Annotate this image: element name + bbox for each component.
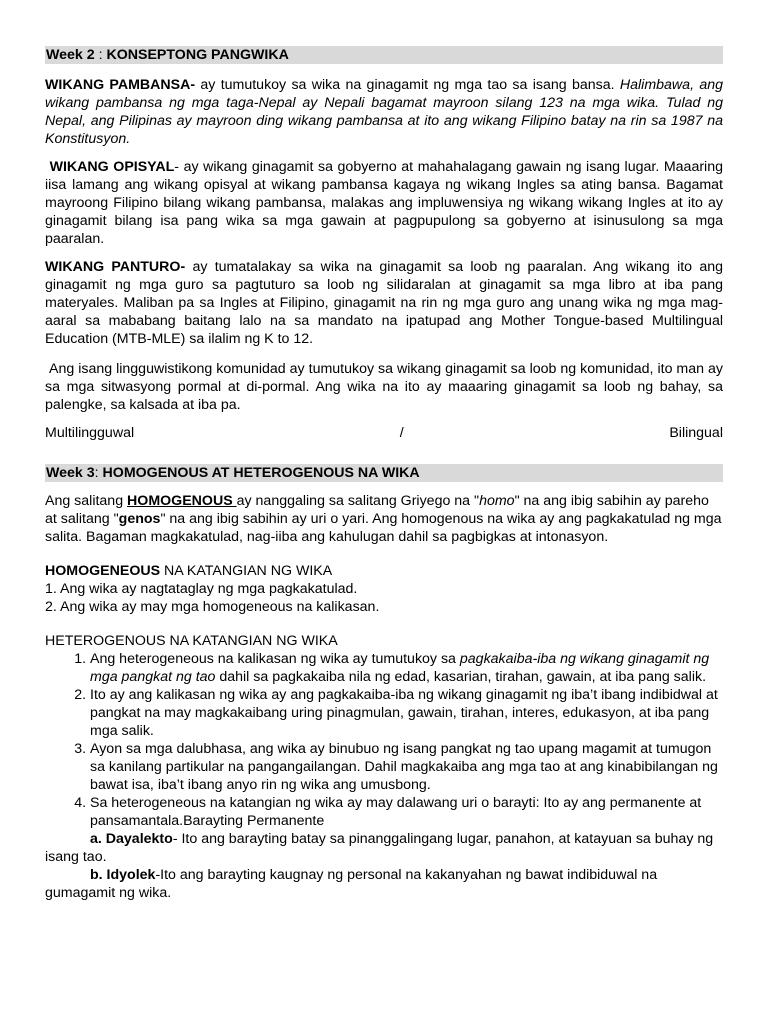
homogeneous-item-1: 1. Ang wika ay nagtataglay ng mga pagkakatulad. <box>45 581 358 597</box>
intro-text-4: " na ang ibig sabihin ay uri o yari. Ang homogenous na wika ay ang pagkakatulad ng mga salita. Bagaman magkakatulad, nag-iiba ang kahulugan dahil sa pagbigkas at intonasyon. <box>45 511 722 545</box>
text-dayalekto: - Ito ang barayting batay sa pinanggalingang lugar, panahon, at katayuan sa buhay ng isang tao. <box>45 831 714 865</box>
intro-term-homogenous: HOMOGENOUS <box>127 493 237 509</box>
label-slash: / <box>399 425 404 441</box>
week2-header-sep: : <box>94 47 107 63</box>
homogeneous-heading-rest: NA KATANGIAN NG WIKA <box>160 563 333 579</box>
label-multilingguwal: Multilingguwal <box>45 425 135 441</box>
hetero-item1-italic: pagkakaiba-iba ng wikang ginagamit ng mga pangkat ng tao <box>90 651 710 685</box>
intro-text-1: Ang salitang <box>45 493 128 509</box>
intro-term-homo: homo <box>479 493 515 509</box>
paragraph-homogenous-intro <box>45 492 723 546</box>
text-idyolek: -Ito ang barayting kaugnay ng personal na kakanyahan ng bawat indibiduwal na gumagamit ng wika. <box>45 867 658 901</box>
week3-header-number: Week 3 <box>46 465 95 481</box>
text-wikang-pambansa: ay tumutukoy sa wika na ginagamit ng mga tao sa isang bansa. <box>195 77 620 93</box>
intro-text-3: " na ang ibig sabihin ay pareho at salitang " <box>45 493 709 527</box>
text-wikang-panturo: ay tumatalakay sa wika na ginagamit sa loob ng paaralan. Ang wikang ito ang ginagamit ng mga guro sa pagtuturo sa loob ng silidaralan at ginagamit sa mga libro at iba pang materyales. Maliban pa sa Ingles at Filipino, ginagamit na rin ng mga guro ang unang wika ng mga mag-aaral sa mababang baitang lalo na sa mandato na ipatupad ang Mother Tongue-based Multilingual Education (MTB-MLE) sa ilalim ng K to 12. <box>45 259 723 347</box>
paragraph-idyolek <box>45 866 723 902</box>
document-content <box>45 46 723 902</box>
paragraph-wikang-opisyal <box>45 158 723 248</box>
heterogenous-item-1 <box>90 650 723 686</box>
week3-header <box>45 464 723 482</box>
heterogenous-item-4: 4. Sa heterogeneous na katangian ng wika ay may dalawang uri o barayti: Ito ay ang permanente at pansamantala.Barayting Permanente <box>90 794 723 830</box>
multilingual-bilingual-row <box>45 424 723 442</box>
week3-header-title: HOMOGENOUS AT HETEROGENOUS NA WIKA <box>102 465 420 481</box>
example-wikang-pambansa: Halimbawa, ang wikang pambansa ng mga taga-Nepal ay Nepali bagamat mayroon silang 123 na mga wika. Tulad ng Nepal, ang Pilipinas ay mayroon ding wikang pambansa at ito ang wikang Filipino batay na rin sa 1987 na Konstitusyon. <box>45 77 723 147</box>
intro-term-genos: genos <box>118 511 161 527</box>
text-komunidad: Ang isang lingguwistikong komunidad ay tumutukoy sa wikang ginagamit sa loob ng komunidad, ito man ay sa mga sitwasyong pormal at di-pormal. Ang wika na ito ay maaaring ginagamit sa loob ng bahay, sa palengke, sa kalsada at iba pa. <box>45 361 723 413</box>
heterogenous-item-3: 3. Ayon sa mga dalubhasa, ang wika ay binubuo ng isang pangkat ng tao upang magamit at tumugon sa kanilang partikular na pangangailangan. Dahil magkakaiba ang mga tao at ang kinabibilangan ng bawat isa, iba’t ibang anyo rin ng wika ang umusbong. <box>90 740 723 794</box>
term-idyolek: b. Idyolek <box>90 867 156 883</box>
week2-header <box>45 46 723 64</box>
homogeneous-item-2: 2. Ang wika ay may mga homogeneous na kalikasan. <box>45 599 380 615</box>
paragraph-dayalekto <box>45 830 723 866</box>
term-dayalekto: a. Dayalekto <box>90 831 173 847</box>
heterogenous-item-2: 2. Ito ay ang kalikasan ng wika ay ang pagkakaiba-iba ng wikang ginagamit ng iba’t ibang indibidwal at pangkat na may magkakaibang uring pinagmulan, gawain, tirahan, interes, edukasyon, at iba pang mga salik. <box>90 686 723 740</box>
week3-header-sep: : <box>94 465 103 481</box>
paragraph-komunidad <box>45 360 723 414</box>
hetero-item1-text-a: Ang heterogeneous na kalikasan ng wika ay tumutukoy sa <box>90 651 460 667</box>
intro-text-2: ay nanggaling sa salitang Griyego na " <box>236 493 480 509</box>
homogeneous-heading <box>45 562 723 580</box>
text-wikang-opisyal: - ay wikang ginagamit sa gobyerno at mahahalagang gawain ng isang lugar. Maaaring iisa lamang ang wikang opisyal at wikang pambansa kagaya ng wikang Ingles sa ating bansa. Bagamat mayroong Filipino bilang wikang pambansa, malakas ang impluwensiya ng wikang wikang Ingles at ito ay ginagamit bilang isa pang wika sa mga gawain at pagpupulong sa gobyerno at isinusulong sa mga paaralan. <box>45 159 723 247</box>
term-wikang-pambansa: WIKANG PAMBANSA- <box>45 77 196 93</box>
paragraph-wikang-panturo <box>45 258 723 348</box>
heterogenous-heading: HETEROGENOUS NA KATANGIAN NG WIKA <box>45 633 338 649</box>
term-wikang-panturo: WIKANG PANTURO- <box>45 259 186 275</box>
paragraph-wikang-pambansa <box>45 76 723 148</box>
term-wikang-opisyal: WIKANG OPISYAL <box>49 159 175 175</box>
hetero-item1-text-b: dahil sa pagkakaiba nila ng edad, kasarian, tirahan, gawain, at iba pang salik. <box>215 669 707 685</box>
homogeneous-heading-bold: HOMOGENEOUS <box>45 563 161 579</box>
week2-header-number: Week 2 <box>46 47 95 63</box>
heterogenous-list <box>45 650 723 830</box>
label-bilingual: Bilingual <box>669 425 723 441</box>
week2-header-title: KONSEPTONG PANGWIKA <box>106 47 289 63</box>
